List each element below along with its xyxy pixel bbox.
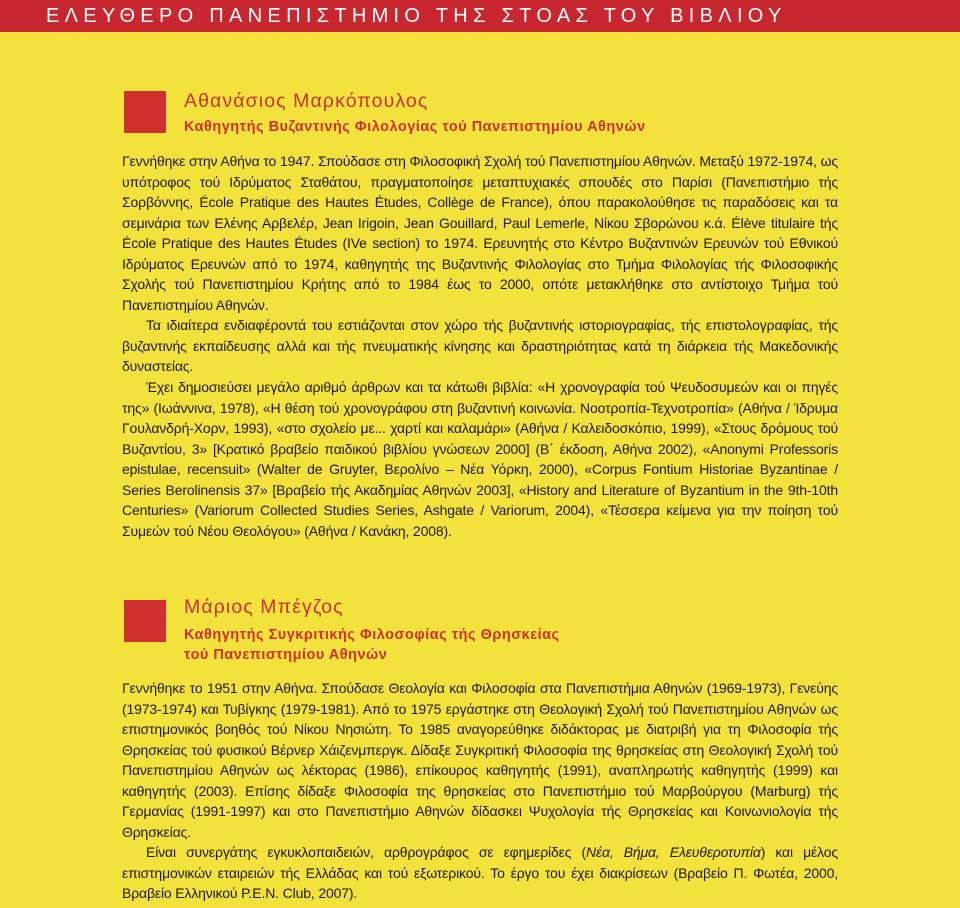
header-title: ΕΛΕΥΘΕΡΟ ΠΑΝΕΠΙΣΤΗΜΙΟ ΤΗΣ ΣΤΟΑΣ ΤΟΥ ΒΙΒΛΙΟΥ	[46, 5, 787, 27]
bio-paragraph: Γεννήθηκε στην Αθήνα το 1947. Σπούδασε στη Φιλοσοφική Σχολή τού Πανεπιστημίου Αθηνών. Μεταξύ 1972-1974, ως υπότροφος τού Ιδρύματος Σταθάτου, πραγματοποίησε μεταπτυχιακές σπουδές στο Παρίσι (Πανεπιστήμιο τής Σορβόννης, École Pratique des Hautes Études, Collège de France), όπου παρακολούθησε τις παραδόσεις και τα σεμινάρια των Ελένης Αρβελέρ, Jean Irigoin, Jean Gouillard, Paul Lemerle, Νίκου Σβορώνου κ.ά. Élève titulaire tής École Pratique des Hautes Études (IVe section) το 1974. Ερευνητής στο Κέντρο Βυζαντινών Ερευνών τού Εθνικού Ιδρύματος Ερευνών από το 1974, καθηγητής της Βυζαντινής Φιλολογίας στο Τμήμα Φιλολογίας τής Φιλοσοφικής Σχολής τού Πανεπιστημίου Κρήτης από το 1984 έως το 2000, οπότε μετακλήθηκε στο αντίστοιχο Τμήμα τού Πανεπιστημίου Αθηνών.	[122, 153, 838, 313]
bio-text: ) και μέλος επιστημονικών εταιρειών τής Ελλάδας και τού εξωτερικού. Το έργο του έχει διακρίσεων (Βραβείο Π. Φωτέα, 2000, Βραβείο Ελληνικού P.E.N. Club, 2007).	[122, 844, 838, 902]
bio-paragraph: Έχει δημοσιεύσει μεγάλο αριθμό άρθρων και τα κάτωθι βιβλία: «Η χρονογραφία τού Ψευδοσυμεών και οι πηγές της» (Ιωάννινα, 1978), «Η θέση τού χρονογράφου στη βυζαντινή κοινωνία. Νοοτροπία-Τεχνοτροπία» (Αθήνα / Ίδρυμα Γουλανδρή-Χορν, 1993), «στο σχολείο με... χαρτί και καλαμάρι» (Αθήνα / Καλειδοσκόπιο, 1999), «Στους δρόμους τού Βυζαντίου, 3» [Κρατικό βραβείο παιδικού βιβλίου γνώσεων 2000] (Β΄ έκδοση, Αθήνα 2002), «Anonymi Professoris epistulae, recensuit» (Walter de Gruyter, Βερολίνο – Νέα Υόρκη, 2000), «Corpus Fontium Historiae Byzantinae / Series Berolinensis 37» [Βραβείο τής Ακαδημίας Αθηνών 2003], «History and Literature of Byzantium in the 9th-10th Centuries» (Variorum Collected Studies Series, Ashgate / Variorum, 2004), «Τέσσερα κείμενα για την ποίηση τού Συμεών τού Νέου Θεολόγου» (Αθήνα / Κανάκη, 2008).	[122, 379, 838, 539]
bio-text: Είναι συνεργάτης εγκυκλοπαιδειών, αρθρογράφος σε εφημερίδες (	[146, 844, 587, 861]
section-marker	[124, 600, 166, 642]
newspaper-names: Νέα, Βήμα, Ελευθεροτυπία	[586, 844, 761, 861]
profile-role-line: Καθηγητής Συγκριτικής Φιλοσοφίας τής Θρησκείας	[184, 627, 560, 643]
bio-paragraph: Γεννήθηκε το 1951 στην Αθήνα. Σπούδασε Θεολογία και Φιλοσοφία στα Πανεπιστήμια Αθηνών (1969-1973), Γενεύης (1973-1974) και Τυβίγκης (1979-1981). Από το 1975 εργάστηκε στη Θεολογική Σχολή τού Πανεπιστημίου Αθηνών ως επιστημονικός βοηθός τού Νίκου Νησιώτη. Το 1985 αναγορεύθηκε διδάκτορας με διατριβή για τη Φιλοσοφία τής Θρησκείας τού φυσικού Βέρνερ Χάιζενμπεργκ. Δίδαξε Συγκριτική Φιλοσοφία της θρησκείας στη Θεολογική Σχολή τού Πανεπιστημίου Αθηνών ως λέκτορας (1986), επίκουρος καθηγητής (1991), αναπληρωτής καθηγητής (1999) και καθηγητής (2003). Επίσης δίδαξε Φιλοσοφία της θρησκείας στο Πανεπιστήμιο τού Μαρβούργου (Marburg) τής Γερμανίας (1991-1997) και στο Πανεπιστήμιο Αθηνών δίδασκει Ψυχολογία τής Θρησκείας και Κοινωνιολογία τής Θρησκείας.	[122, 680, 838, 840]
profile-role-line: τού Πανεπιστημίου Αθηνών	[184, 647, 388, 663]
section-marker	[124, 91, 166, 133]
profile-role	[184, 117, 646, 137]
profile-name: Αθανάσιος Μαρκόπουλος	[184, 90, 429, 112]
profile-bio	[122, 678, 838, 904]
profile-role	[184, 625, 560, 665]
bio-paragraph: Τα ιδιαίτερα ενδιαφέροντά του εστιάζονται στον χώρο τής βυζαντινής ιστοριογραφίας, τής επιστολογραφίας, τής βυζαντινής εκπαίδευσης αλλά και τής πνευματικής κίνησης και δραστηριότητας κατά τη διάρκεια τής Μακεδονικής δυναστείας.	[122, 317, 838, 375]
profile-role-line: Καθηγητής Βυζαντινής Φιλολογίας τού Πανεπιστημίου Αθηνών	[184, 119, 646, 135]
profile-bio	[122, 151, 838, 541]
bio-paragraph	[122, 842, 838, 904]
profile-name: Μάριος Μπέγζος	[184, 596, 344, 618]
header-band	[0, 0, 960, 32]
